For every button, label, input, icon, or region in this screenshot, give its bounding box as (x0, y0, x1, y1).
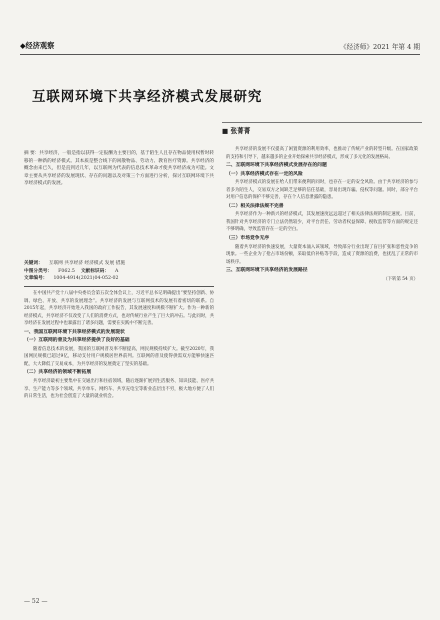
intro-paragraph: 在中国共产党十八届中央委员会第五次全体会议上，习近平总书记明确提出“要坚持创新、协调、绿色、开放、共享的发展理念”。共享经济的发展与互联网技术的发展有着密切的联系。自2015年起，共享经济开始进入我国的政府工作报告，其发展速度和规模不断扩大。作为一种新的经济模式，共享经济不仅改变了人们的消费方式，也对传统行业产生了巨大的冲击。与此同时，共享经济在发展过程中也暴露出了诸多问题，需要在实践中不断完善。 (24, 291, 214, 327)
paragraph-4: 共享经济作为一种新兴的经济模式，其发展速度远远超过了相关法律法规的制定速度。目前，我国针对共享经济的专门立法仍然较少，对平台责任、劳动者权益保障、税收监管等方面的规定还不够明确，导致监管存在一定的空白。 (226, 212, 418, 233)
article-number: 1004-4914(2021)04-052-02 (53, 276, 119, 282)
subsection-heading-2-1: （一）共享经济模式存在一定的风险 (226, 171, 303, 177)
left-column (24, 290, 214, 401)
page-header (20, 40, 420, 55)
author-block (222, 122, 422, 135)
article-title: 互联网环境下共享经济模式发展研究 (32, 89, 263, 105)
meta-divider (24, 286, 214, 287)
paragraph-3: 共享经济模式的发展在给人们带来便利的同时，也存在一定的安全风险。由于共享经济的参与者多为陌生人，交易双方之间缺乏足够的信任基础，容易出现诈骗、侵权等问题。同时，部分平台对用户信息的保护不够完善，存在个人信息泄露的隐患。 (226, 180, 418, 201)
keywords-line (24, 260, 214, 268)
section-heading-2: 二、互联网环境下共享经济模式发展存在的问题 (226, 163, 327, 169)
classification-line (24, 268, 214, 276)
paragraph-2: 共享经济最初主要集中在交通出行和住宿领域，随后逐渐扩展到生活服务、知识技能、医疗共享、生产能力等多个领域。共享单车、网约车、共享充电宝等新业态层出不穷，极大地方便了人们的日常生活，也为社会创造了大量的就业机会。 (24, 379, 214, 400)
paragraph-5: 随着共享经济的快速发展，大量资本涌入该领域，导致部分行业出现了盲目扩张和恶性竞争的现象。一些企业为了抢占市场份额，采取低价补贴等手段，造成了资源的浪费，也扰乱了正常的市场秩序。 (226, 244, 418, 265)
article-meta (24, 260, 214, 283)
clc-number: F062.5 (58, 268, 75, 274)
keywords: 互联网 共享经济 经济模式 发展 措施 (48, 261, 126, 266)
keywords-label: 关键词： (24, 261, 43, 266)
subsection-heading-1-2: （二）共享经济的领域不断拓展 (24, 370, 92, 376)
doc-code: A (114, 268, 119, 274)
journal-issue: 《经济师》2021 年第 4 期 (339, 43, 420, 51)
subsection-heading-2-3: （三）市场竞争无序 (226, 236, 270, 242)
section-heading-3: 三、互联网环境下共享经济的发展路径 (226, 268, 308, 274)
right-column (226, 146, 418, 283)
abstract: 摘 要：共享经济，一般是指以获得一定报酬为主要目的，基于陌生人且存在物品使用权暂时转移的一种新的经济模式。其本质是整合线下的闲散物品、劳动力、教育医疗资源。共享经济的概念由来已久，但是直到近几年，以互联网为代表的信息技术革命才使共享经济成为可能。文章主要从共享经济的发展现状、存在的问题以及对策三个方面进行分析，探讨互联网环境下共享经济模式的发展。 (24, 151, 214, 187)
author-name: ■ 张菁菁 (222, 127, 251, 135)
article-number-line (24, 275, 214, 283)
clc-label: 中图分类号： (24, 268, 53, 274)
page-number: — 52 — (24, 598, 48, 605)
continued-note: （下转第 54 页） (383, 276, 418, 282)
section-heading-1: 一、我国互联网环境下共享经济模式的发展现状 (24, 329, 125, 335)
article-number-label: 文章编号： (24, 276, 48, 282)
section-tag: ◆经济观察 (20, 41, 55, 50)
subsection-heading-2-2: （二）相关法律法规不完善 (226, 203, 284, 209)
paragraph-0: 共享经济的发展不仅提高了闲置资源的利用效率，也推动了传统产业的转型升级。在国家政策的支持和引导下，越来越多的企业开始探索共享经济模式，形成了多元化的发展格局。 (226, 147, 418, 160)
subsection-heading-1-1: （一）互联网的普及为共享经济提供了良好的基础 (24, 338, 130, 344)
doc-code-label: 文献标识码： (80, 268, 109, 274)
paragraph-1: 随着信息技术的发展，我国的互联网普及率不断提高，网民规模持续扩大。截至2020年，我国网民规模已超过9亿，移动支付用户规模居世界前列。互联网的普及使得供需双方能够快速匹配，大大降低了交易成本，为共享经济的发展奠定了坚实的基础。 (24, 346, 214, 367)
